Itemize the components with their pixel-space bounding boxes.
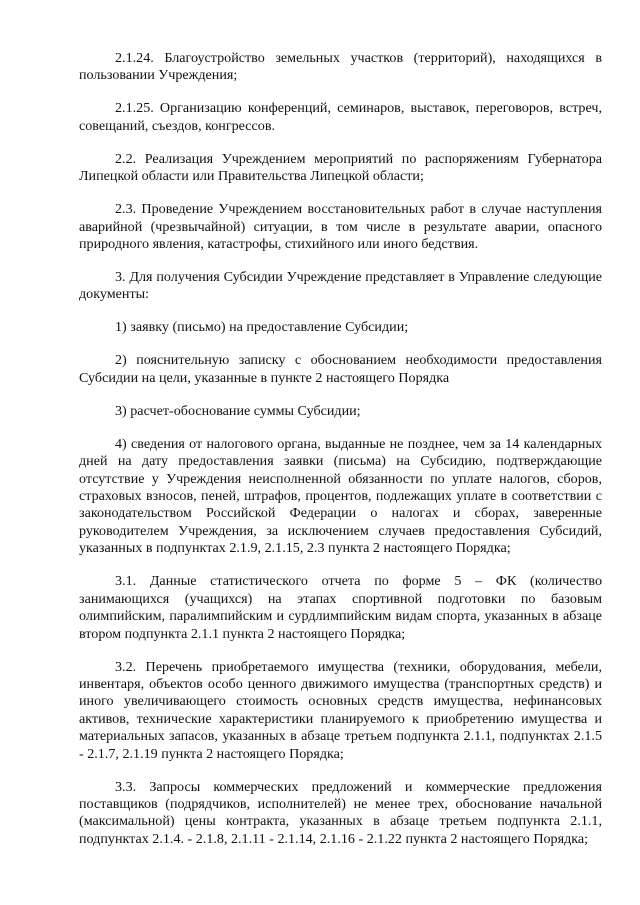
paragraph-3-1: 3.1. Данные статистического отчета по форме 5 – ФК (количество занимающихся (учащихся) на этапах спортивной подготовки по базовым олимпийским, паралимпийским и сурдлимпийским видам спорта, указанных в абзаце втором подпункта 2.1.1 пункта 2 настоящего Порядка; [79,573,602,642]
paragraph-3-2: 3.2. Перечень приобретаемого имущества (техники, оборудования, мебели, инвентаря, объектов особо ценного движимого имущества (транспортных средств) и иного увеличивающего стоимость основных средств имущества, нефинансовых активов, технические характеристики планируемого к приобретению имущества и материальных запасов, указанных в абзаце третьем подпункта 2.1.1, подпунктах 2.1.5 - 2.1.7, 2.1.19 пункта 2 настоящего Порядка; [79,658,602,762]
list-item-2: 2) пояснительную записку с обоснованием необходимости предоставления Субсидии на цели, указанные в пункте 2 настоящего Порядка [79,352,602,386]
paragraph-3-3: 3.3. Запросы коммерческих предложений и коммерческие предложения поставщиков (подрядчиков, исполнителей) не менее трех, обоснование начальной (максимальной) цены контракта, указанных в абзаце третьем подпункта 2.1.1, подпунктах 2.1.4. - 2.1.8, 2.1.11 - 2.1.14, 2.1.16 - 2.1.22 пункта 2 настоящего Порядка; [79,778,602,847]
document-page [79,50,602,864]
paragraph-2-1-25: 2.1.25. Организацию конференций, семинаров, выставок, переговоров, встреч, совещаний, съездов, конгрессов. [79,100,602,134]
paragraph-2-3: 2.3. Проведение Учреждением восстановительных работ в случае наступления аварийной (чрезвычайной) ситуации, в том числе в результате аварии, опасного природного явления, катастрофы, стихийного или иного бедствия. [79,201,602,253]
list-item-1: 1) заявку (письмо) на предоставление Субсидии; [115,319,409,336]
paragraph-2-1-24: 2.1.24. Благоустройство земельных участков (территорий), находящихся в пользовании Учреждения; [79,50,602,84]
list-item-4: 4) сведения от налогового органа, выданные не позднее, чем за 14 календарных дней на дату предоставления заявки (письма) на Субсидию, подтверждающие отсутствие у Учреждения неисполненной обязанности по уплате налогов, сборов, страховых взносов, пеней, штрафов, процентов, подлежащих уплате в соответствии с законодательством Российской Федерации о налогах и сборах, заверенные руководителем Учреждения, за исключением случаев предоставления Субсидий, указанных в подпунктах 2.1.9, 2.1.15, 2.3 пункта 2 настоящего Порядка; [79,435,602,557]
paragraph-3: 3. Для получения Субсидии Учреждение представляет в Управление следующие документы: [79,269,602,303]
list-item-3: 3) расчет-обоснование суммы Субсидии; [115,402,361,419]
paragraph-2-2: 2.2. Реализация Учреждением мероприятий по распоряжениям Губернатора Липецкой области или Правительства Липецкой области; [79,150,602,185]
